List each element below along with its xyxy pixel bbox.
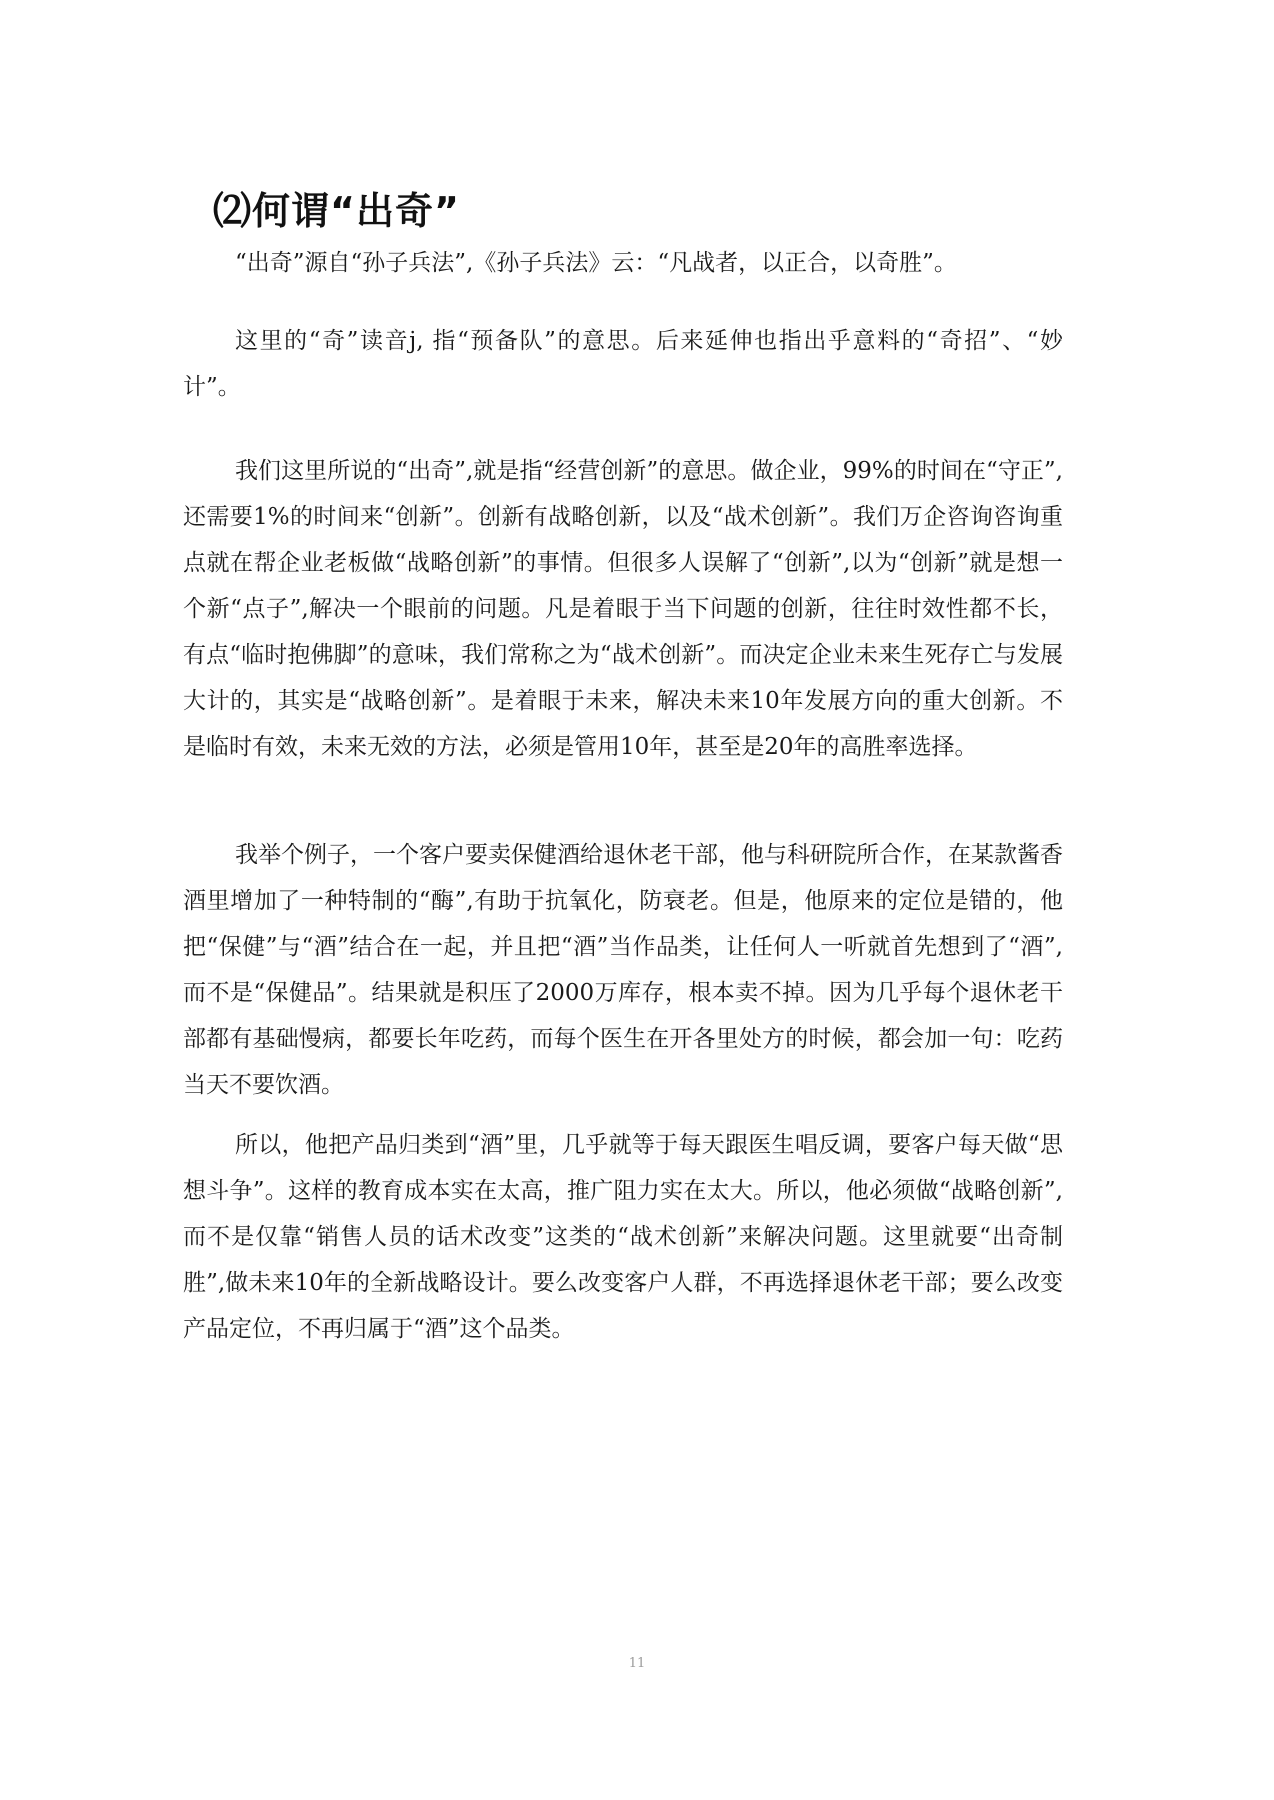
paragraph-2: 这里的“奇”读音j, 指“预备队”的意思。后来延伸也指出乎意料的“奇招”、“妙计”。	[183, 328, 1063, 400]
paragraph-1: “出奇”源自“孙子兵法”,《孙子兵法》云：“凡战者，以正合，以奇胜”。	[235, 250, 957, 276]
paragraph-4: 我举个例子，一个客户要卖保健酒给退休老干部，他与科研院所合作，在某款酱香酒里增加了一种特制的“酶”,有助于抗氧化，防衰老。但是，他原来的定位是错的，他把“保健”与“酒”结合在一起，并且把“酒”当作品类，让任何人一听就首先想到了“酒”,而不是“保健品”。结果就是积压了2000万库存，根本卖不掉。因为几乎每个退休老干部都有基础慢病，都要长年吃药，而每个医生在开各里处方的时候，都会加一句：吃药当天不要饮酒。	[183, 842, 1063, 1098]
section-heading: ⑵何谓“出奇”	[213, 189, 460, 233]
paragraph-5: 所以，他把产品归类到“酒”里，几乎就等于每天跟医生唱反调，要客户每天做“思想斗争”。这样的教育成本实在太高，推广阻力实在太大。所以，他必须做“战略创新”,而不是仅靠“销售人员的话术改变”这类的“战术创新”来解决问题。这里就要“出奇制胜”,做未来10年的全新战略设计。要么改变客户人群，不再选择退休老干部；要么改变产品定位，不再归属于“酒”这个品类。	[183, 1132, 1063, 1342]
paragraph-3: 我们这里所说的“出奇”,就是指“经营创新”的意思。做企业，99%的时间在“守正”,还需要1%的时间来“创新”。创新有战略创新，以及“战术创新”。我们万企咨询咨询重点就在帮企业老板做“战略创新”的事情。但很多人误解了“创新”,以为“创新”就是想一个新“点子”,解决一个眼前的问题。凡是着眼于当下问题的创新，往往时效性都不长，有点“临时抱佛脚”的意味，我们常称之为“战术创新”。而决定企业未来生死存亡与发展大计的，其实是“战略创新”。是着眼于未来，解决未来10年发展方向的重大创新。不是临时有效，未来无效的方法，必须是管用10年，甚至是20年的高胜率选择。	[183, 458, 1063, 760]
page-number: 11	[628, 1656, 646, 1671]
